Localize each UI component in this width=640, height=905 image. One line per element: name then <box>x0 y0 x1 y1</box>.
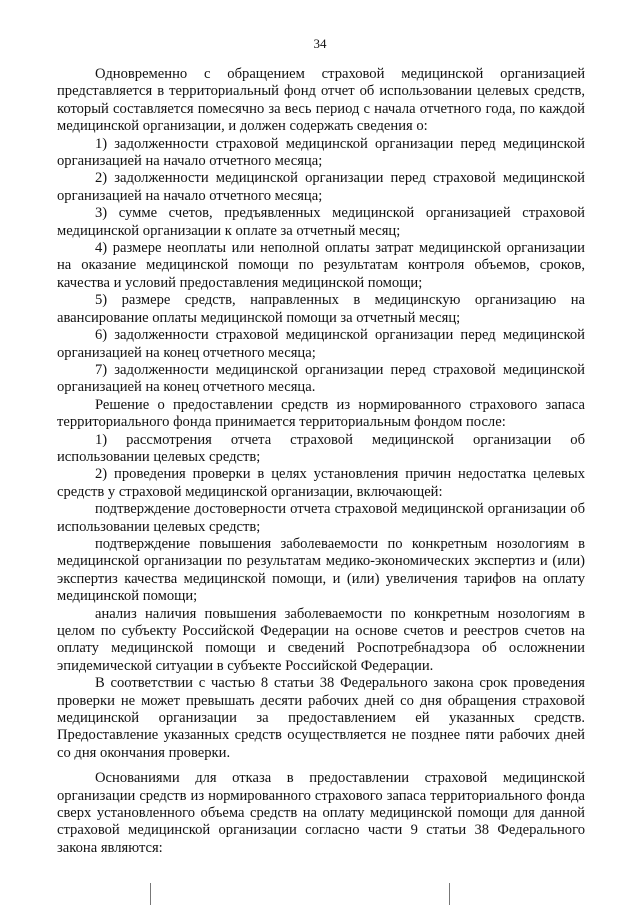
condition-item-2: 2) проведения проверки в целях установления причин недостатка целевых средств у страховой медицинской организации, включающей: <box>57 466 585 500</box>
list-item-6: 6) задолженности страховой медицинской организации перед медицинской организацией на конец отчетного месяца; <box>57 327 585 361</box>
check-item-morbidity: подтверждение повышения заболеваемости по конкретным нозологиям в медицинской организации по результатам медико-экономических экспертиз и (или) экспертиз качества медицинской помощи, и (или) увеличения тарифов на оплату медицинской помощи; <box>57 535 585 605</box>
paragraph-term: В соответствии с частью 8 статьи 38 Федерального закона срок проведения проверки не может превышать десяти рабочих дней со дня обращения страховой медицинской организации за предоставлением ей указанных средств. Предоставление указанных средств осуществляется не позднее пяти рабочих дней со дня окончания проверки. <box>57 675 585 761</box>
page-number: 34 <box>313 36 327 51</box>
paragraph-decision: Решение о предоставлении средств из нормированного страхового запаса территориального фонда принимается территориальным фондом после: <box>57 396 585 431</box>
list-item-1: 1) задолженности страховой медицинской организации перед медицинской организацией на начало отчетного месяца; <box>57 135 585 170</box>
scan-edge-mark-right <box>449 883 450 905</box>
list-item-7: 7) задолженности медицинской организации перед страховой медицинской организацией на конец отчетного месяца. <box>57 361 585 396</box>
scan-edge-mark-left <box>150 883 151 905</box>
list-item-3: 3) сумме счетов, предъявленных медицинской организацией страховой медицинской организации к оплате за отчетный месяц; <box>57 205 585 239</box>
list-item-2: 2) задолженности медицинской организации перед страховой медицинской организацией на начало отчетного месяца; <box>57 170 585 204</box>
paragraph-refusal-grounds: Основаниями для отказа в предоставлении страховой медицинской организации средств из нормированного страхового запаса территориального фонда сверх установленного объема средств на оплату медицинской помощи для данной страховой медицинской организации согласно части 9 статьи 38 Федерального закона являются: <box>57 770 585 856</box>
check-item-analysis: анализ наличия повышения заболеваемости по конкретным нозологиям в целом по субъекту Российской Федерации на основе счетов и реестров счетов на оплату медицинской помощи и сведений Роспотребнадзора об осложнении эпидемической ситуации в субъекте Российской Федерации. <box>57 605 585 674</box>
condition-item-1: 1) рассмотрения отчета страховой медицинской организации об использовании целевых средств; <box>57 431 585 465</box>
document-body <box>57 66 585 857</box>
list-item-4: 4) размере неоплаты или неполной оплаты затрат медицинской организации на оказание медицинской помощи по результатам контроля объемов, сроков, качества и условий предоставления медицинской помощи; <box>57 240 585 291</box>
check-item-report: подтверждение достоверности отчета страховой медицинской организации об использовании целевых средств; <box>57 501 585 535</box>
paragraph-intro: Одновременно с обращением страховой медицинской организацией представляется в территориальный фонд отчет об использовании целевых средств, который составляется помесячно за весь период с начала отчетного года, по каждой медицинской организации, и должен содержать сведения о: <box>57 66 585 135</box>
list-item-5: 5) размере средств, направленных в медицинскую организацию на авансирование оплаты медицинской помощи за отчетный месяц; <box>57 292 585 326</box>
